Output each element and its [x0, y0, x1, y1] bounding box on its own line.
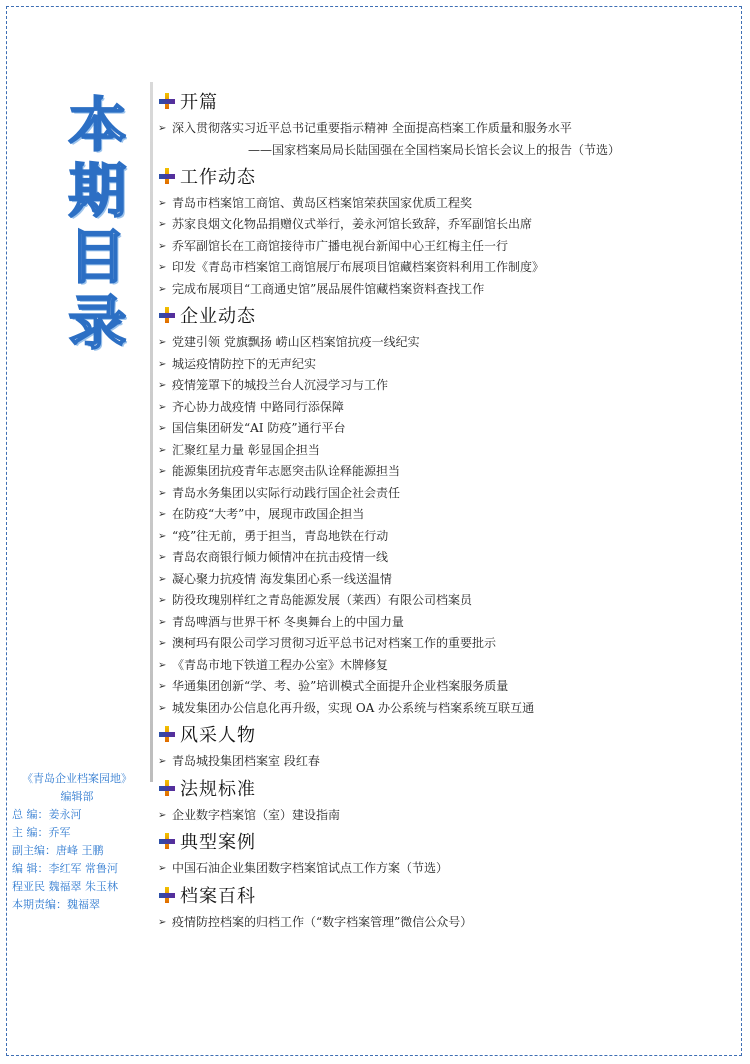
toc-section: [158, 828, 738, 880]
arrow-bullet-icon: ➢: [158, 863, 167, 874]
toc-entry-text: 企业数字档案馆（室）建设指南: [172, 807, 341, 822]
editor-line: 总 编：姜永河: [12, 808, 82, 821]
section-header: [158, 775, 738, 801]
editor-line: 本期责编：魏福翠: [12, 898, 100, 911]
toc-entry[interactable]: [158, 805, 738, 827]
arrow-bullet-icon: ➢: [158, 681, 167, 692]
toc-entry-text: 凝心聚力抗疫情 海发集团心系一线送温情: [172, 571, 392, 586]
title-char-1: 本: [68, 91, 127, 159]
arrow-bullet-icon: ➢: [158, 616, 167, 628]
toc-entry-text: 青岛农商银行倾力倾情冲在抗击疫情一线: [172, 550, 389, 564]
editorial-board: [12, 770, 142, 914]
arrow-bullet-icon: ➢: [158, 638, 167, 649]
section-title: 开篇: [180, 92, 218, 113]
toc-entry-text: 苏家良烟文化物品捐赠仪式举行，姜永河馆长致辞，乔军副馆长出席: [172, 217, 533, 231]
arrow-bullet-icon: ➢: [158, 530, 167, 542]
section-title: 企业动态: [180, 306, 256, 327]
section-items: [158, 858, 738, 880]
toc-entry[interactable]: [158, 193, 738, 215]
toc-entry-text: 青岛城投集团档案室 段红春: [172, 754, 320, 768]
title-char-2: 期: [68, 157, 127, 225]
section-header: [158, 163, 738, 189]
toc-entry[interactable]: [158, 858, 738, 880]
section-items: [158, 912, 738, 934]
toc-entry[interactable]: [158, 633, 738, 655]
toc-entry-text: 党建引领 党旗飘扬 崂山区档案馆抗疫一线纪实: [172, 335, 420, 349]
section-header: [158, 721, 738, 747]
toc-entry[interactable]: [158, 236, 738, 258]
arrow-bullet-icon: ➢: [158, 240, 167, 252]
toc-entry[interactable]: [158, 279, 738, 301]
arrow-bullet-icon: ➢: [158, 283, 167, 295]
toc-entry-text: 国信集团研发“AI 防疫”通行平台: [172, 421, 346, 435]
toc-entry[interactable]: [158, 483, 738, 505]
editor-line: 程亚民 魏福翠 朱玉林: [12, 880, 118, 893]
section-title: 风采人物: [180, 725, 256, 746]
toc-entry[interactable]: [158, 354, 738, 376]
toc-section: [158, 775, 738, 827]
toc-entry-text: 防役玫瑰别样红之青岛能源发展（莱西）有限公司档案员: [172, 593, 473, 607]
section-marker-icon: [158, 92, 176, 110]
arrow-bullet-icon: ➢: [158, 444, 167, 456]
toc-section: [158, 882, 738, 934]
toc-entry-text: 城发集团办公信息化再升级，实现 OA 办公系统与档案系统互联互通: [172, 700, 535, 715]
section-title: 档案百科: [180, 885, 256, 907]
section-marker-icon: [158, 725, 176, 743]
toc-entry[interactable]: [158, 547, 738, 569]
arrow-bullet-icon: ➢: [158, 552, 167, 563]
toc-entry[interactable]: [158, 612, 738, 634]
toc-entry[interactable]: [158, 698, 738, 720]
section-marker-icon: [158, 886, 176, 904]
arrow-bullet-icon: ➢: [158, 916, 167, 928]
arrow-bullet-icon: ➢: [158, 401, 167, 413]
toc-entry-text: 疫情笼罩下的城投兰台人沉浸学习与工作: [172, 378, 389, 392]
arrow-bullet-icon: ➢: [158, 358, 167, 370]
toc-entry-text: 疫情防控档案的归档工作（“数字档案管理”微信公众号）: [172, 914, 473, 929]
arrow-bullet-icon: ➢: [158, 573, 167, 585]
arrow-bullet-icon: ➢: [158, 219, 167, 230]
section-marker-icon: [158, 779, 176, 797]
publication-name: 《青岛企业档案园地》: [22, 772, 132, 785]
arrow-bullet-icon: ➢: [158, 595, 167, 606]
toc-entry-text: 城运疫情防控下的无声纪实: [172, 356, 317, 371]
toc-entry-text: 汇聚红星力量 彰显国企担当: [172, 442, 320, 457]
toc-entry[interactable]: [158, 504, 738, 526]
toc-entry[interactable]: [158, 440, 738, 462]
table-of-contents: [158, 88, 738, 935]
section-title: 工作动态: [180, 166, 256, 188]
toc-entry-text: 完成布展项目“工商通史馆”展品展件馆藏档案资料查找工作: [172, 281, 485, 296]
toc-entry[interactable]: [158, 751, 738, 773]
toc-entry[interactable]: [158, 397, 738, 419]
toc-entry[interactable]: [158, 912, 738, 934]
toc-entry-text: 在防疫“大考”中，展现市政国企担当: [172, 507, 365, 521]
toc-entry-text: 中国石油企业集团数字档案馆试点工作方案（节选）: [172, 861, 449, 875]
arrow-bullet-icon: ➢: [158, 659, 167, 671]
toc-section: [158, 163, 738, 301]
section-marker-icon: [158, 306, 176, 324]
arrow-bullet-icon: ➢: [158, 262, 167, 273]
section-items: [158, 193, 738, 301]
editor-line: 副主编：唐峰 王鹏: [12, 844, 104, 857]
toc-entry-text: 能源集团抗疫青年志愿突击队诠释能源担当: [172, 464, 401, 478]
toc-entry[interactable]: [158, 461, 738, 483]
arrow-bullet-icon: ➢: [158, 423, 167, 434]
arrow-bullet-icon: ➢: [158, 380, 167, 391]
arrow-bullet-icon: ➢: [158, 756, 167, 767]
section-header: [158, 882, 738, 908]
arrow-bullet-icon: ➢: [158, 123, 167, 134]
toc-entry[interactable]: [158, 257, 738, 279]
section-marker-icon: [158, 832, 176, 850]
toc-section: [158, 302, 738, 719]
section-marker-icon: [158, 167, 176, 185]
editor-line: 主 编：乔军: [12, 826, 71, 839]
section-header: [158, 828, 738, 854]
arrow-bullet-icon: ➢: [158, 197, 167, 209]
arrow-bullet-icon: ➢: [158, 702, 167, 714]
title-char-4: 录: [68, 289, 127, 357]
arrow-bullet-icon: ➢: [158, 487, 167, 499]
toc-entry[interactable]: [158, 118, 738, 140]
toc-entry-text: 深入贯彻落实习近平总书记重要指示精神 全面提高档案工作质量和服务水平: [172, 121, 572, 135]
toc-entry-text: 乔军副馆长在工商馆接待市广播电视台新闻中心王红梅主任一行: [172, 238, 509, 253]
section-items: [158, 332, 738, 719]
page-title: [50, 92, 145, 356]
section-title: 法规标准: [180, 778, 256, 800]
toc-entry-text: 印发《青岛市档案馆工商馆展厅布展项目馆藏档案资料利用工作制度》: [172, 260, 545, 274]
toc-entry[interactable]: [158, 590, 738, 612]
section-items: [158, 751, 738, 773]
toc-entry-text: “疫”往无前，勇于担当，青岛地铁在行动: [172, 528, 389, 543]
section-title: 典型案例: [180, 832, 256, 853]
toc-section: [158, 88, 738, 161]
toc-entry[interactable]: [158, 655, 738, 677]
arrow-bullet-icon: ➢: [158, 337, 167, 348]
toc-entry-text: 齐心协力战疫情 中路同行添保障: [172, 399, 344, 414]
section-header: [158, 88, 738, 114]
toc-entry[interactable]: [158, 375, 738, 397]
toc-entry-text: 《青岛市地下铁道工程办公室》木牌修复: [172, 657, 389, 672]
toc-entry-subtitle: ——国家档案局局长陆国强在全国档案局长馆长会议上的报告（节选）: [248, 142, 621, 157]
arrow-bullet-icon: ➢: [158, 809, 167, 821]
toc-entry-text: 澳柯玛有限公司学习贯彻习近平总书记对档案工作的重要批示: [172, 636, 497, 650]
arrow-bullet-icon: ➢: [158, 466, 167, 477]
title-char-3: 目: [68, 223, 127, 291]
section-header: [158, 302, 738, 328]
toc-entry-text: 青岛啤酒与世界干杯 冬奥舞台上的中国力量: [172, 614, 404, 629]
toc-entry[interactable]: [158, 676, 738, 698]
section-items: [158, 805, 738, 827]
toc-entry[interactable]: [158, 332, 738, 354]
editor-line: 编 辑：李红军 常鲁河: [12, 862, 118, 875]
toc-entry-text: 青岛水务集团以实际行动践行国企社会责任: [172, 485, 401, 500]
toc-entry[interactable]: [158, 526, 738, 548]
toc-entry[interactable]: [158, 418, 738, 440]
toc-entry-text: 华通集团创新“学、考、验”培训模式全面提升企业档案服务质量: [172, 679, 509, 693]
toc-entry[interactable]: [158, 569, 738, 591]
editorial-dept: 编辑部: [60, 790, 94, 803]
arrow-bullet-icon: ➢: [158, 509, 167, 520]
divider-line: [150, 82, 153, 782]
toc-entry-text: 青岛市档案馆工商馆、黄岛区档案馆荣获国家优质工程奖: [172, 195, 473, 210]
toc-entry[interactable]: [158, 214, 738, 236]
toc-section: [158, 721, 738, 773]
section-items: [158, 118, 738, 161]
